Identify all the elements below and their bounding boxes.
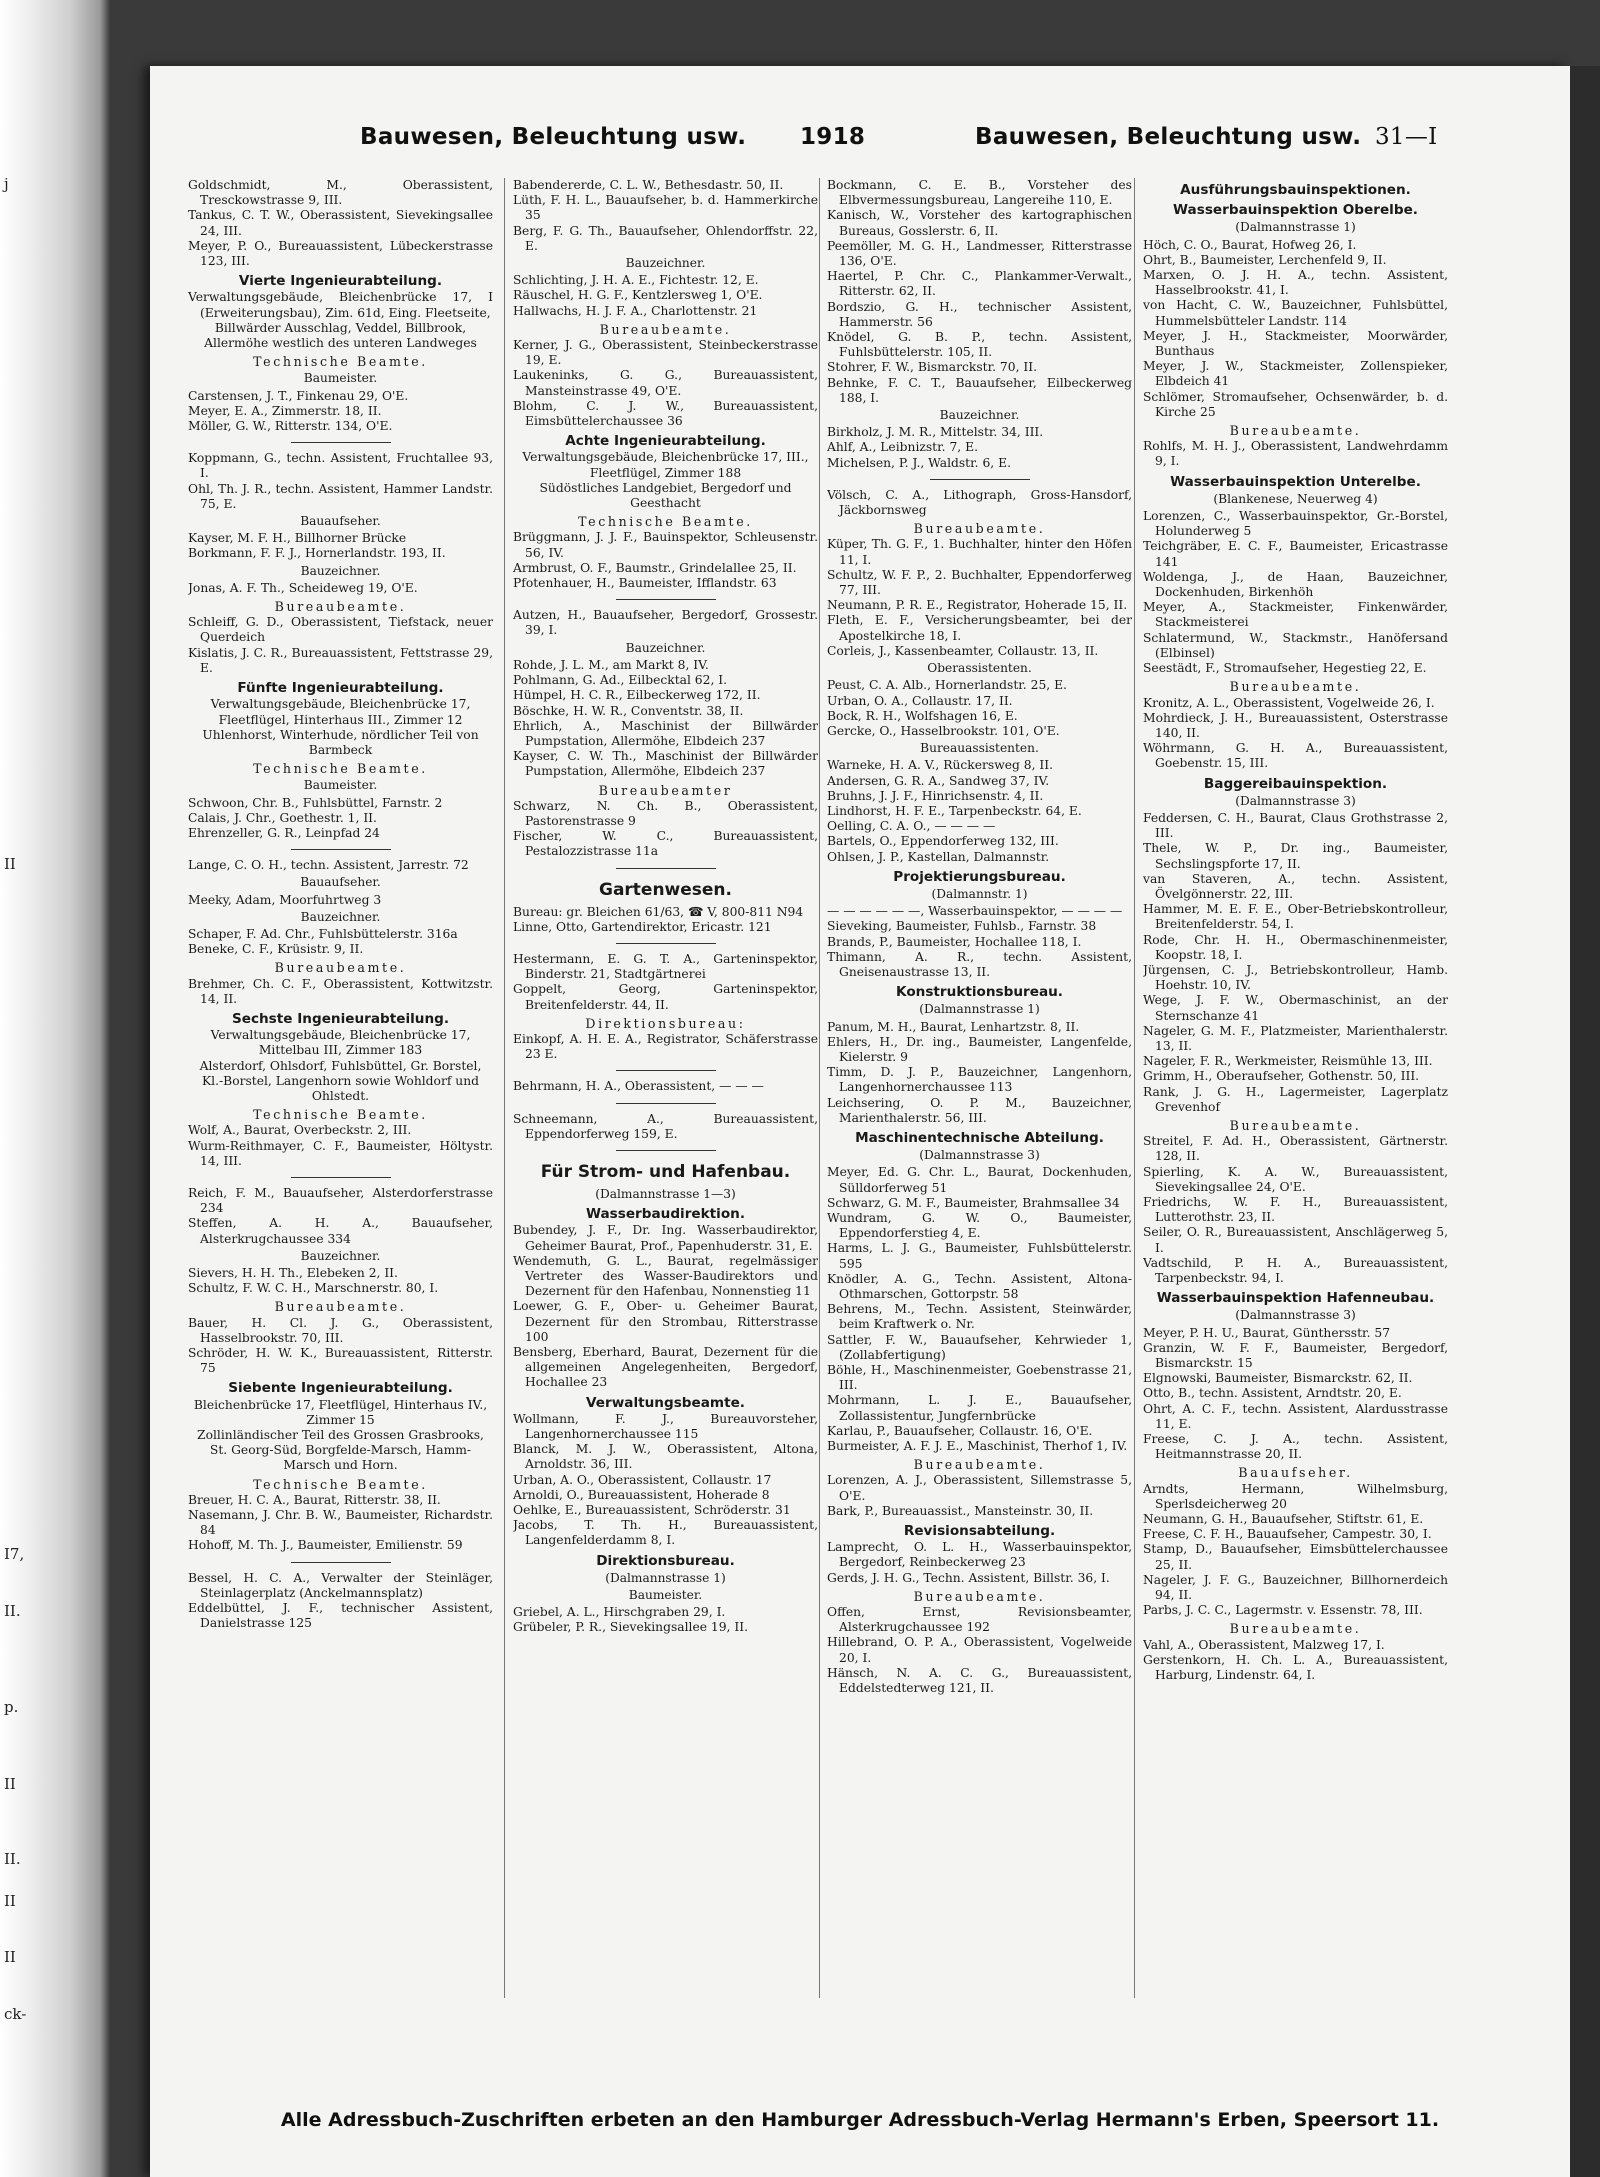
directory-entry: Bartels, O., Eppendorferweg 132, III. [827, 834, 1059, 849]
directory-entry: Nageler, F. R., Werkmeister, Reismühle 13, III. [1143, 1054, 1433, 1069]
directory-page [150, 66, 1570, 2177]
column-divider [504, 178, 505, 1998]
edge-mark: II. [4, 1850, 21, 1868]
directory-entry: Hohoff, M. Th. J., Baumeister, Emilienstr. 59 [188, 1538, 463, 1553]
directory-entry: Rode, Chr. H. H., Obermaschinenmeister, Koopstr. 18, I. [1143, 932, 1448, 962]
directory-entry: Hestermann, E. G. T. A., Garteninspektor, Binderstr. 21, Stadtgärtnerei [513, 951, 818, 982]
section-heading: Wasserbauinspektion Oberelbe. [1173, 202, 1418, 219]
directory-entry: Offen, Ernst, Revisionsbeamter, Alsterkrugchaussee 192 [827, 1605, 1132, 1635]
directory-entry: Bordszio, G. H., technischer Assistent, Hammerstr. 56 [827, 299, 1132, 329]
directory-entry: Wundram, G. W. O., Baumeister, Eppendorferstieg 4, E. [827, 1211, 1132, 1241]
directory-entry: Neumann, P. R. E., Registrator, Hoherade 15, II. [827, 598, 1128, 613]
directory-entry: Borkmann, F. F. J., Hornerlandstr. 193, II. [188, 546, 446, 561]
directory-entry: Parbs, J. C. C., Lagermstr. v. Essenstr. 78, III. [1143, 1603, 1423, 1618]
directory-entry: Laukeninks, G. G., Bureauassistent, Mansteinstrasse 49, O'E. [513, 368, 818, 398]
directory-entry: Thimann, A. R., techn. Assistent, Gneisenaustrasse 13, II. [827, 949, 1132, 979]
directory-entry: Jacobs, T. Th. H., Bureauassistent, Langenfelderdamm 8, I. [513, 1518, 818, 1548]
directory-entry: Hümpel, H. C. R., Eilbeckerweg 172, II. [513, 688, 761, 703]
directory-entry: Schwarz, G. M. F., Baumeister, Brahmsallee 34 [827, 1195, 1120, 1210]
directory-entry: Vahl, A., Oberassistent, Malzweg 17, I. [1143, 1637, 1385, 1652]
directory-entry: Blanck, M. J. W., Oberassistent, Altona, Arnoldstr. 36, III. [513, 1442, 818, 1472]
column-2 [513, 178, 818, 1998]
section-note: Verwaltungsgebäude, Bleichenbrücke 17, III., Fleetflügel, Zimmer 188 [522, 450, 809, 480]
directory-entry: Spierling, K. A. W., Bureauassistent, Sievekingsallee 24, O'E. [1143, 1164, 1448, 1194]
directory-entry: Knödler, A. G., Techn. Assistent, Altona-Othmarschen, Gottorpstr. 58 [827, 1271, 1132, 1302]
directory-entry: Birkholz, J. M. R., Mittelstr. 34, III. [827, 425, 1044, 440]
header-left-title: Bauwesen, Beleuchtung usw. [360, 124, 747, 150]
directory-entry: Ehrlich, A., Maschinist der Billwärder Pumpstation, Allermöhe, Elbdeich 237 [513, 718, 818, 748]
directory-entry: Urban, O. A., Collaustr. 17, II. [827, 693, 1013, 708]
subheading: (Dalmannstrasse 1) [1235, 220, 1356, 235]
section-note: Uhlenhorst, Winterhude, nördlicher Teil von Barmbeck [202, 727, 479, 757]
directory-entry: Woldenga, J., de Haan, Bauzeichner, Dockenhuden, Birkenhöh [1143, 569, 1448, 600]
subheading: Bauaufseher. [300, 875, 381, 890]
directory-entry: Panum, M. H., Baurat, Lenhartzstr. 8, II. [827, 1019, 1080, 1034]
subheading: Bureauassistenten. [920, 741, 1039, 756]
subheading: Baumeister. [303, 371, 378, 386]
section-heading: Revisionsabteilung. [903, 1523, 1056, 1540]
section-heading: Wasserbaudirektion. [585, 1206, 746, 1223]
subheading: (Dalmannstrasse 1—3) [595, 1186, 736, 1201]
staff-group-heading: Technische Beamte. [253, 1476, 428, 1492]
directory-entry: Gerstenkorn, H. Ch. L. A., Bureauassistent, Harburg, Lindenstr. 64, I. [1143, 1652, 1448, 1683]
directory-entry: Neumann, G. H., Bauaufseher, Stiftstr. 61, E. [1143, 1512, 1424, 1527]
directory-entry: Seestädt, F., Stromaufseher, Hegestieg 22, E. [1143, 661, 1427, 676]
directory-entry: Freese, C. F. H., Bauaufseher, Campestr. 30, I. [1143, 1527, 1432, 1542]
directory-entry: Bessel, H. C. A., Verwalter der Steinläger, Steinlagerplatz (Anckelmannsplatz) [188, 1570, 493, 1600]
directory-entry: Kayser, M. F. H., Billhorner Brücke [188, 531, 407, 546]
directory-entry: Behrmann, H. A., Oberassistent, — — — [513, 1079, 764, 1094]
directory-entry: Rohlfs, M. H. J., Oberassistent, Landwehrdamm 9, I. [1143, 439, 1448, 469]
directory-entry: Behrens, M., Techn. Assistent, Steinwärder, beim Kraftwerk o. Nr. [827, 1302, 1132, 1332]
staff-group-heading: Bureaubeamte. [1229, 423, 1362, 439]
staff-group-heading: Technische Beamte. [253, 1107, 428, 1123]
directory-entry: Arndts, Hermann, Wilhelmsburg, Sperlsdeicherweg 20 [1143, 1481, 1448, 1511]
separator-rule [291, 1177, 391, 1178]
edge-mark: ck- [4, 2005, 27, 2023]
directory-entry: Wolf, A., Baurat, Overbeckstr. 2, III. [188, 1123, 412, 1138]
directory-entry: Hallwachs, H. J. F. A., Charlottenstr. 21 [513, 303, 758, 318]
section-heading: Siebente Ingenieurabteilung. [228, 1380, 453, 1397]
section-note: Südöstliches Landgebiet, Bergedorf und Geesthacht [539, 480, 792, 511]
directory-entry: Timm, D. J. P., Bauzeichner, Langenhorn, Langenhornerchaussee 113 [827, 1065, 1132, 1095]
directory-entry: Räuschel, H. G. F., Kentzlersweg 1, O'E. [513, 288, 763, 303]
directory-entry: Mohrdieck, J. H., Bureauassistent, Osterstrasse 140, II. [1143, 710, 1448, 740]
publisher-footer: Alle Adressbuch-Zuschriften erbeten an den Hamburger Adressbuch-Verlag Hermann's Erben, Speersort 11. [280, 2109, 1440, 2131]
directory-entry: Wurm-Reithmayer, C. F., Baumeister, Höltystr. 14, III. [188, 1138, 493, 1168]
staff-group-heading: Technische Beamte. [253, 761, 428, 777]
directory-entry: Elgnowski, Baumeister, Bismarckstr. 62, II. [1143, 1371, 1413, 1386]
subheading: (Dalmannstr. 1) [931, 886, 1028, 901]
directory-entry: Breuer, H. C. A., Baurat, Ritterstr. 38, II. [188, 1492, 441, 1507]
separator-rule [291, 849, 391, 850]
directory-entry: Lorenzen, A. J., Oberassistent, Sillemstrasse 5, O'E. [827, 1473, 1132, 1503]
directory-entry: Ohl, Th. J. R., techn. Assistent, Hammer Landstr. 75, E. [188, 481, 493, 511]
edge-mark: II [4, 855, 16, 873]
section-heading: Wasserbauinspektion Hafenneubau. [1156, 1290, 1435, 1307]
directory-entry: Rohde, J. L. M., am Markt 8, IV. [513, 657, 709, 672]
subheading: Baumeister. [628, 1588, 703, 1603]
directory-entry: Lorenzen, C., Wasserbauinspektor, Gr.-Borstel, Holunderweg 5 [1143, 509, 1448, 539]
subheading: Oberassistenten. [927, 661, 1032, 676]
directory-entry: Urban, A. O., Oberassistent, Collaustr. 17 [513, 1472, 772, 1487]
directory-entry: Warneke, H. A. V., Rückersweg 8, II. [827, 758, 1054, 773]
directory-entry: Karlau, P., Bauaufseher, Collaustr. 16, O'E. [827, 1423, 1093, 1438]
directory-entry: Stamp, D., Bauaufseher, Eimsbüttelerchaussee 25, II. [1143, 1542, 1448, 1572]
directory-entry: Koppmann, G., techn. Assistent, Fruchtallee 93, I. [188, 451, 493, 481]
staff-group-heading: Technische Beamte. [578, 514, 753, 530]
section-note: Verwaltungsgebäude, Bleichenbrücke 17, Fleetflügel, Hinterhaus III., Zimmer 12 [210, 697, 471, 727]
directory-entry: Meyer, Ed. G. Chr. L., Baurat, Dockenhuden, Sülldorferweg 51 [827, 1165, 1132, 1195]
directory-entry: Bubendey, J. F., Dr. Ing. Wasserbaudirektor, Geheimer Baurat, Prof., Papenhuderstr. 31, E. [513, 1223, 818, 1253]
subheading: (Dalmannstrasse 1) [919, 1002, 1040, 1017]
directory-entry: Böschke, H. W. R., Conventstr. 38, II. [513, 703, 744, 718]
directory-entry: Eddelbüttel, J. F., technischer Assistent, Danielstrasse 125 [188, 1601, 493, 1631]
directory-entry: Ehlers, H., Dr. ing., Baumeister, Langenfelde, Kielerstr. 9 [827, 1034, 1132, 1064]
directory-entry: Wollmann, F. J., Bureauvorsteher, Langenhornerchaussee 115 [513, 1411, 818, 1442]
directory-entry: Rank, J. G. H., Lagermeister, Lagerplatz Grevenhof [1143, 1084, 1448, 1114]
directory-entry: Steffen, A. H. A., Bauaufseher, Alsterkrugchaussee 334 [188, 1216, 493, 1246]
section-heading: Projektierungsbureau. [893, 868, 1066, 885]
directory-entry: Otto, B., techn. Assistent, Arndtstr. 20, E. [1143, 1386, 1402, 1401]
directory-entry: Schleiff, G. D., Oberassistent, Tiefstack, neuer Querdeich [188, 615, 493, 645]
directory-entry: Ahlf, A., Leibnizstr. 7, E. [827, 440, 978, 455]
directory-entry: Blohm, C. J. W., Bureauassistent, Eimsbüttelerchaussee 36 [513, 398, 818, 429]
edge-mark: I7, [4, 1545, 25, 1563]
separator-rule [616, 1103, 716, 1104]
directory-entry: Harms, L. J. G., Baumeister, Fuhlsbüttelerstr. 595 [827, 1241, 1132, 1271]
staff-group-heading: Bureaubeamte. [274, 1299, 407, 1315]
department-heading: Gartenwesen. [598, 879, 732, 900]
section-note: Zollinländischer Teil des Grossen Grasbrooks, St. Georg-Süd, Borgfelde-Marsch, Hamm-Marsch und Horn. [197, 1428, 484, 1473]
running-header [150, 124, 1570, 158]
directory-entry: Bruhns, J. J. F., Hinrichsenstr. 4, II. [827, 788, 1044, 803]
directory-entry: Grimm, H., Oberaufseher, Gothenstr. 50, III. [1143, 1069, 1420, 1084]
column-1 [188, 178, 493, 1998]
directory-entry: Linne, Otto, Gartendirektor, Ericastr. 121 [513, 919, 772, 934]
directory-entry: Beneke, C. F., Krüsistr. 9, II. [188, 942, 364, 957]
directory-entry: Wöhrmann, G. H. A., Bureauassistent, Goebenstr. 15, III. [1143, 741, 1448, 771]
directory-entry: Michelsen, P. J., Waldstr. 6, E. [827, 455, 1011, 470]
directory-entry: Ohrt, A. C. F., techn. Assistent, Alardusstrasse 11, E. [1143, 1401, 1448, 1431]
separator-rule [291, 442, 391, 443]
directory-entry: Brehmer, Ch. C. F., Oberassistent, Kottwitzstr. 14, II. [188, 976, 493, 1006]
directory-entry: von Hacht, C. W., Bauzeichner, Fuhlsbüttel, Hummelsbütteler Landstr. 114 [1143, 298, 1448, 328]
directory-entry: Höch, C. O., Baurat, Hofweg 26, I. [1143, 237, 1357, 252]
column-4 [1143, 178, 1448, 1998]
directory-entry: Granzin, W. F. F., Baumeister, Bergedorf, Bismarckstr. 15 [1143, 1340, 1448, 1371]
separator-rule [291, 1562, 391, 1563]
directory-entry: Friedrichs, W. F. H., Bureauassistent, Lutterothstr. 23, II. [1143, 1195, 1448, 1225]
directory-entry: Böhle, H., Maschinenmeister, Goebenstrasse 21, III. [827, 1363, 1132, 1393]
subheading: Bauzeichner. [625, 256, 706, 271]
section-heading: Direktionsbureau. [596, 1552, 735, 1569]
subheading: (Dalmannstrasse 1) [605, 1570, 726, 1585]
directory-entry: Bureau: gr. Bleichen 61/63, ☎ V, 800-811 N94 [513, 904, 804, 919]
staff-group-heading: Bureaubeamte. [274, 960, 407, 976]
section-heading: Vierte Ingenieurabteilung. [238, 273, 443, 290]
directory-entry: Möller, G. W., Ritterstr. 134, O'E. [188, 419, 393, 434]
directory-entry: Meyer, J. W., Stackmeister, Zollenspieker, Elbdeich 41 [1143, 359, 1448, 389]
directory-entry: Mohrmann, L. J. E., Bauaufseher, Zollassistentur, Jungfernbrücke [827, 1393, 1132, 1423]
edge-mark: p. [4, 1698, 19, 1716]
directory-entry: Streitel, F. Ad. H., Oberassistent, Gärtnerstr. 128, II. [1143, 1134, 1448, 1164]
directory-entry: Loewer, G. F., Ober- u. Geheimer Baurat, Dezernent für den Strombau, Ritterstrasse 100 [513, 1299, 818, 1344]
directory-entry: Schröder, H. W. K., Bureauassistent, Ritterstr. 75 [188, 1346, 493, 1376]
column-3 [827, 178, 1132, 1998]
subheading: Bauzeichner. [300, 563, 381, 578]
directory-entry: Jürgensen, C. J., Betriebskontrolleur, Hamb. Hoehstr. 10, IV. [1143, 962, 1448, 993]
directory-entry: Lange, C. O. H., techn. Assistent, Jarrestr. 72 [188, 858, 469, 873]
directory-entry: Jonas, A. F. Th., Scheideweg 19, O'E. [188, 580, 418, 595]
directory-entry: Teichgräber, E. C. F., Baumeister, Ericastrasse 141 [1143, 539, 1448, 569]
directory-entry: Goppelt, Georg, Garteninspektor, Breitenfelderstr. 44, II. [513, 982, 818, 1012]
directory-entry: Thele, W. P., Dr. ing., Baumeister, Sechslingspforte 17, II. [1143, 841, 1448, 871]
directory-entry: Nageler, G. M. F., Platzmeister, Marienthalerstr. 13, II. [1143, 1023, 1448, 1053]
directory-entry: Oelling, C. A. O., — — — — [827, 819, 996, 834]
staff-group-heading: Bureaubeamte. [1229, 1117, 1362, 1133]
directory-entry: Bock, R. H., Wolfshagen 16, E. [827, 708, 1018, 723]
directory-entry: Ohlsen, J. P., Kastellan, Dalmannstr. [827, 849, 1050, 864]
directory-entry: Sievers, H. H. Th., Elebeken 2, II. [188, 1266, 398, 1280]
section-note: Verwaltungsgebäude, Bleichenbrücke 17, Mittelbau III, Zimmer 183 [210, 1028, 471, 1058]
directory-entry: Goldschmidt, M., Oberassistent, Tresckowstrasse 9, III. [188, 178, 493, 208]
section-heading: Ausführungsbauinspektionen. [1180, 182, 1411, 198]
directory-entry: Bauer, H. Cl. J. G., Oberassistent, Hasselbrookstr. 70, III. [188, 1315, 493, 1345]
subheading: Baumeister. [303, 778, 378, 793]
section-heading: Sechste Ingenieurabteilung. [231, 1010, 450, 1027]
directory-entry: Haertel, P. Chr. C., Plankammer-Verwalt., Ritterstr. 62, II. [827, 269, 1132, 299]
section-heading: Baggereibauinspektion. [1203, 775, 1388, 792]
directory-entry: Meyer, P. O., Bureauassistent, Lübeckerstrasse 123, III. [188, 238, 493, 269]
directory-entry: Grübeler, P. R., Sievekingsallee 19, II. [513, 1620, 749, 1635]
directory-entry: Arnoldi, O., Bureauassistent, Hoherade 8 [513, 1487, 770, 1502]
subheading: (Dalmannstrasse 3) [1235, 793, 1356, 808]
directory-entry: Knödel, G. B. P., techn. Assistent, Fuhlsbüttelerstr. 105, II. [827, 330, 1132, 360]
department-heading: Für Strom- und Hafenbau. [540, 1161, 791, 1182]
separator-rule [930, 479, 1030, 480]
directory-entry: Corleis, J., Kassenbeamter, Collaustr. 13, II. [827, 643, 1099, 658]
directory-entry: Ohrt, B., Baumeister, Lerchenfeld 9, II. [1143, 252, 1387, 267]
staff-group-heading: Bureaubeamte. [913, 1457, 1046, 1473]
directory-entry: Bockmann, C. E. B., Vorsteher des Elbvermessungsbureau, Langereihe 110, E. [827, 178, 1132, 208]
staff-group-heading: Bureaubeamte. [1229, 679, 1362, 695]
section-heading: Wasserbauinspektion Unterelbe. [1170, 473, 1421, 490]
directory-entry: Sieveking, Baumeister, Fuhlsb., Farnstr. 38 [827, 919, 1097, 934]
directory-entry: Behnke, F. C. T., Bauaufseher, Eilbeckerweg 188, I. [827, 375, 1132, 405]
directory-entry: Pohlmann, G. Ad., Eilbecktal 62, I. [513, 673, 728, 688]
subheading: (Dalmannstrasse 3) [919, 1148, 1040, 1163]
directory-entry: Peemöller, M. G. H., Landmesser, Ritterstrasse 136, O'E. [827, 238, 1132, 269]
directory-entry: Schlatermund, W., Stackmstr., Hanöfersand (Elbinsel) [1143, 630, 1448, 660]
directory-entry: Fischer, W. C., Bureauassistent, Pestalozzistrasse 11a [513, 829, 818, 859]
subheading: Bauzeichner. [939, 408, 1020, 423]
directory-entry: Bensberg, Eberhard, Baurat, Dezernent für die allgemeinen Angelegenheiten, Bergedorf, Hochallee 23 [513, 1345, 818, 1390]
directory-entry: Kayser, C. W. Th., Maschinist der Billwärder Pumpstation, Allermöhe, Elbdeich 237 [513, 749, 818, 779]
section-note: Bleichenbrücke 17, Fleetflügel, Hinterhaus IV., Zimmer 15 [193, 1397, 488, 1427]
directory-entry: Meyer, E. A., Zimmerstr. 18, II. [188, 403, 382, 418]
scan-border [1570, 66, 1600, 2177]
staff-group-heading: Bureaubeamte. [913, 521, 1046, 537]
directory-entry: Andersen, G. R. A., Sandweg 37, IV. [827, 773, 1050, 788]
directory-entry: Pfotenhauer, H., Baumeister, Ifflandstr. 63 [513, 576, 777, 591]
directory-entry: Brands, P., Baumeister, Hochallee 118, I. [827, 934, 1082, 949]
directory-entry: — — — — — —, Wasserbauinspektor, — — — — [827, 904, 1123, 919]
section-heading: Fünfte Ingenieurabteilung. [237, 680, 444, 697]
directory-entry: Nageler, J. F. G., Bauzeichner, Billhornerdeich 94, II. [1143, 1572, 1448, 1603]
directory-entry: Schwoon, Chr. B., Fuhlsbüttel, Farnstr. 2 [188, 795, 443, 810]
staff-group-heading: Bauaufseher. [1238, 1465, 1353, 1481]
directory-entry: Verwaltungsgebäude, Bleichenbrücke 17, I (Erweiterungsbau), Zim. 61d, Eing. Fleetseite, [188, 290, 493, 320]
directory-entry: Leichsering, O. P. M., Bauzeichner, Marienthalerstr. 56, III. [827, 1095, 1132, 1125]
separator-rule [616, 599, 716, 600]
header-right-title: Bauwesen, Beleuchtung usw. [975, 124, 1362, 150]
directory-entry: Brüggmann, J. J. F., Bauinspektor, Schleusenstr. 56, IV. [513, 530, 818, 560]
directory-entry: Lüth, F. H. L., Bauaufseher, b. d. Hammerkirche 35 [513, 193, 818, 223]
directory-entry: Hänsch, N. A. C. G., Bureauassistent, Eddelstedterweg 121, II. [827, 1665, 1132, 1696]
section-note: Alsterdorf, Ohlsdorf, Fuhlsbüttel, Gr. Borstel, Kl.-Borstel, Langenhorn sowie Wohldorf und Ohlstedt. [199, 1058, 482, 1103]
directory-entry: Calais, J. Chr., Goethestr. 1, II. [188, 810, 377, 825]
section-note: Billwärder Ausschlag, Veddel, Billbrook, Allermöhe westlich des unteren Landweges [204, 320, 477, 351]
staff-group-heading: Bureaubeamte. [599, 321, 732, 337]
edge-mark: II [4, 1775, 16, 1793]
directory-entry: Kanisch, W., Vorsteher des kartographischen Bureaus, Gosslerstr. 6, II. [827, 208, 1132, 238]
separator-rule [616, 1070, 716, 1071]
directory-entry: Schultz, F. W. C. H., Marschnerstr. 80, I. [188, 1281, 439, 1296]
subheading: (Blankenese, Neuerweg 4) [1213, 491, 1378, 506]
header-year: 1918 [800, 124, 866, 150]
subheading: Bauaufseher. [300, 514, 381, 529]
directory-entry: Wege, J. F. W., Obermaschinist, an der Sternschanze 41 [1143, 993, 1448, 1023]
directory-entry: Fleth, E. F., Versicherungsbeamter, bei der Apostelkirche 18, I. [827, 613, 1132, 643]
edge-mark: II [4, 1948, 16, 1966]
directory-entry: Kislatis, J. C. R., Bureauassistent, Fettstrasse 29, E. [188, 645, 493, 675]
column-divider [819, 178, 820, 1998]
directory-entry: Carstensen, J. T., Finkenau 29, O'E. [188, 388, 409, 403]
directory-entry: Gerds, J. H. G., Techn. Assistent, Billstr. 36, I. [827, 1570, 1110, 1585]
directory-entry: Bark, P., Bureauassist., Mansteinstr. 30, II. [827, 1503, 1094, 1518]
directory-entry: Küper, Th. G. F., 1. Buchhalter, hinter den Höfen 11, I. [827, 537, 1132, 567]
staff-group-heading: Bureaubeamte. [274, 599, 407, 615]
directory-entry: Vadtschild, P. H. A., Bureauassistent, Tarpenbeckstr. 94, I. [1143, 1255, 1448, 1286]
directory-entry: Meyer, J. H., Stackmeister, Moorwärder, Bunthaus [1143, 328, 1448, 359]
directory-entry: Hillebrand, O. P. A., Oberassistent, Vogelweide 20, I. [827, 1635, 1132, 1665]
directory-entry: Oehlke, E., Bureauassistent, Schröderstr. 31 [513, 1503, 791, 1518]
separator-rule [616, 1150, 716, 1151]
directory-entry: Reich, F. M., Bauaufseher, Alsterdorferstrasse 234 [188, 1185, 493, 1216]
column-divider [1134, 178, 1135, 1998]
page-number: 31—I [1375, 124, 1438, 150]
directory-entry: Feddersen, C. H., Baurat, Claus Grothstrasse 2, III. [1143, 810, 1448, 841]
directory-entry: Berg, F. G. Th., Bauaufseher, Ohlendorffstr. 22, E. [513, 223, 818, 253]
directory-entry: Schwarz, N. Ch. B., Oberassistent, Pastorenstrasse 9 [513, 798, 818, 828]
directory-entry: Nasemann, J. Chr. B. W., Baumeister, Richardstr. 84 [188, 1508, 493, 1538]
left-page-edge [0, 0, 110, 2177]
directory-entry: Völsch, C. A., Lithograph, Gross-Hansdorf, Jäckbornsweg [827, 487, 1132, 518]
directory-entry: Hammer, M. E. F. E., Ober-Betriebskontrolleur, Breitenfelderstr. 54, I. [1143, 902, 1448, 932]
directory-entry: Griebel, A. L., Hirschgraben 29, I. [513, 1605, 726, 1620]
subheading: Bauzeichner. [625, 640, 706, 655]
directory-entry: van Staveren, A., techn. Assistent, Övelgönnerstr. 22, III. [1143, 871, 1448, 901]
directory-entry: Babendererde, C. L. W., Bethesdastr. 50, II. [513, 178, 784, 192]
directory-entry: Einkopf, A. H. E. A., Registrator, Schäferstrasse 23 E. [513, 1031, 818, 1062]
directory-entry: Kronitz, A. L., Oberassistent, Vogelweide 26, I. [1143, 695, 1435, 710]
staff-group-heading: Bureaubeamte. [913, 1588, 1046, 1604]
directory-entry: Peust, C. A. Alb., Hornerlandstr. 25, E. [827, 678, 1067, 693]
directory-entry: Lindhorst, H. F. E., Tarpenbeckstr. 64, E. [827, 803, 1082, 818]
subheading: Bauzeichner. [300, 1248, 381, 1263]
directory-entry: Lamprecht, O. L. H., Wasserbauinspektor, Bergedorf, Reinbeckerweg 23 [827, 1540, 1132, 1570]
directory-entry: Ehrenzeller, G. R., Leinpfad 24 [188, 825, 380, 840]
directory-entry: Seiler, O. R., Bureauassistent, Anschlägerweg 5, I. [1143, 1225, 1448, 1255]
directory-entry: Kerner, J. G., Oberassistent, Steinbeckerstrasse 19, E. [513, 338, 818, 368]
directory-entry: Meeky, Adam, Moorfuhrtweg 3 [188, 892, 382, 907]
section-heading: Konstruktionsbureau. [896, 984, 1063, 1001]
staff-group-heading: Direktionsbureau: [585, 1015, 746, 1031]
directory-entry: Meyer, A., Stackmeister, Finkenwärder, Stackmeisterei [1143, 600, 1448, 630]
separator-rule [616, 943, 716, 944]
separator-rule [616, 868, 716, 869]
directory-entry: Meyer, P. H. U., Baurat, Günthersstr. 57 [1143, 1325, 1391, 1340]
staff-group-heading: Bureaubeamter [598, 782, 733, 798]
directory-entry: Armbrust, O. F., Baumstr., Grindelallee 25, II. [513, 560, 797, 575]
directory-entry: Autzen, H., Bauaufseher, Bergedorf, Grossestr. 39, I. [513, 608, 818, 638]
section-heading: Verwaltungsbeamte. [586, 1394, 745, 1411]
directory-entry: Schultz, W. F. P., 2. Buchhalter, Eppendorferweg 77, III. [827, 567, 1132, 598]
directory-entry: Tankus, C. T. W., Oberassistent, Sievekingsallee 24, III. [188, 208, 493, 238]
edge-mark: j [4, 175, 9, 193]
staff-group-heading: Bureaubeamte. [1229, 1621, 1362, 1637]
subheading: Bauzeichner. [300, 909, 381, 924]
directory-entry: Sattler, F. W., Bauaufseher, Kehrwieder 1, (Zollabfertigung) [827, 1332, 1132, 1362]
edge-mark: II [4, 1892, 16, 1910]
subheading: (Dalmannstrasse 3) [1235, 1308, 1356, 1323]
directory-entry: Schlichting, J. H. A. E., Fichtestr. 12, E. [513, 273, 759, 288]
directory-entry: Wendemuth, G. L., Baurat, regelmässiger Vertreter des Wasser-Baudirektors und Dezernent für den Hafenbau, Nonnenstieg 11 [513, 1253, 818, 1299]
section-heading: Achte Ingenieurabteilung. [565, 433, 766, 450]
directory-entry: Burmeister, A. F. J. E., Maschinist, Therhof 1, IV. [827, 1439, 1128, 1454]
directory-entry: Schneemann, A., Bureauassistent, Eppendorferweg 159, E. [513, 1111, 818, 1141]
directory-entry: Marxen, O. J. H. A., techn. Assistent, Hasselbrookstr. 41, I. [1143, 268, 1448, 298]
directory-entry: Gercke, O., Hasselbrookstr. 101, O'E. [827, 723, 1060, 738]
staff-group-heading: Technische Beamte. [253, 354, 428, 370]
directory-entry: Freese, C. J. A., techn. Assistent, Heitmannstrasse 20, II. [1143, 1432, 1448, 1462]
directory-entry: Stohrer, F. W., Bismarckstr. 70, II. [827, 360, 1038, 375]
edge-mark: II. [4, 1602, 21, 1620]
directory-entry: Schaper, F. Ad. Chr., Fuhlsbüttelerstr. 316a [188, 926, 458, 941]
section-heading: Maschinentechnische Abteilung. [855, 1129, 1104, 1146]
directory-entry: Schlömer, Stromaufseher, Ochsenwärder, b. d. Kirche 25 [1143, 389, 1448, 419]
